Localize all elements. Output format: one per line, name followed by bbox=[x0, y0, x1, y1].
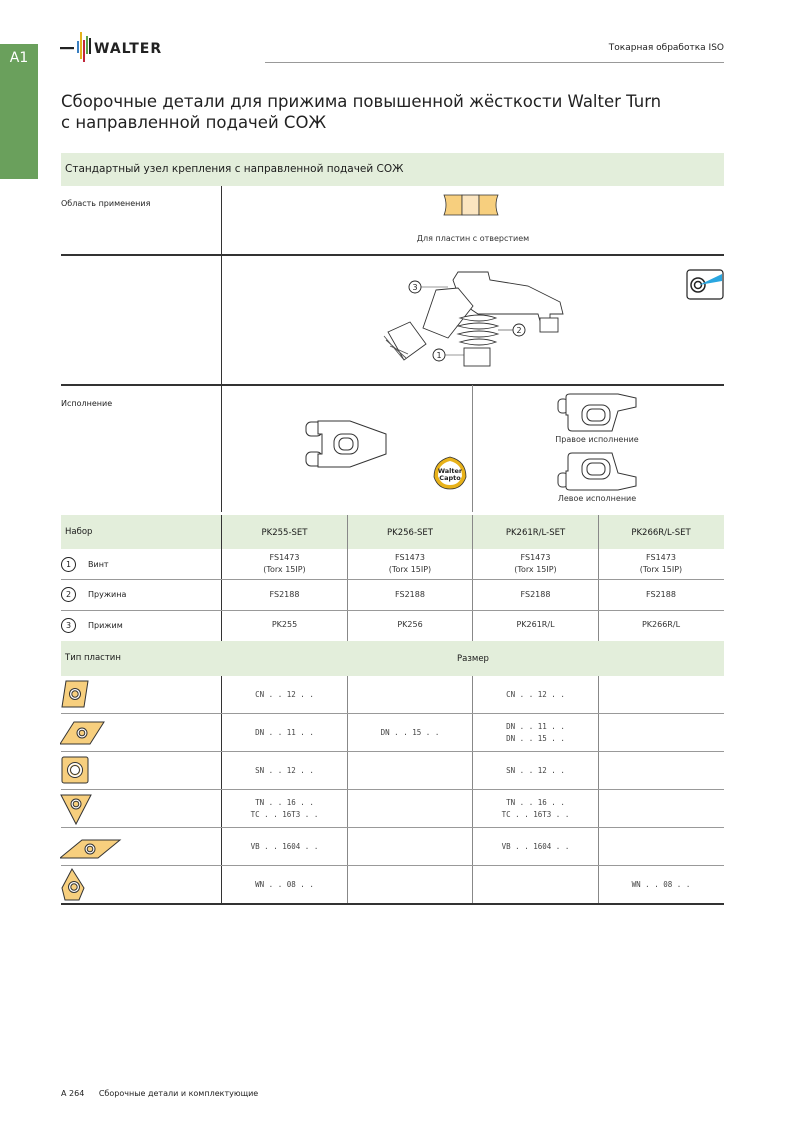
insert-shape-d-icon bbox=[60, 716, 124, 750]
left-version-label: Левое исполнение bbox=[557, 494, 637, 503]
insert-shape-s-icon bbox=[60, 754, 124, 788]
insert-size-cell: SN . . 12 . . bbox=[255, 766, 314, 775]
design-label: Исполнение bbox=[61, 399, 113, 408]
title-line-1: Сборочные детали для прижима повышенной жёсткости Walter Turn bbox=[61, 92, 662, 111]
column-divider bbox=[347, 676, 348, 904]
row-divider bbox=[61, 789, 724, 790]
table-cell: PK261R/L bbox=[516, 620, 555, 629]
application-label: Область применения bbox=[61, 199, 151, 208]
section-band: Стандартный узел крепления с направленной подачей СОЖ bbox=[61, 153, 724, 186]
sets-header-label: Набор bbox=[65, 527, 93, 537]
insert-shape-t-icon bbox=[60, 792, 124, 826]
set-column-header: PK255-SET bbox=[261, 528, 308, 538]
row-divider bbox=[61, 384, 724, 386]
part-tool: (Torx 15IP) bbox=[388, 565, 432, 574]
coolant-nozzle-icon bbox=[686, 269, 724, 300]
table-cell: PK256 bbox=[397, 620, 423, 629]
footer-section: Сборочные детали и комплектующие bbox=[98, 1089, 259, 1098]
set-column-header: PK256-SET bbox=[387, 528, 433, 538]
right-version-label: Правое исполнение bbox=[555, 435, 639, 444]
insert-size-cell: DN . . 15 . . bbox=[380, 728, 440, 737]
row-divider bbox=[61, 827, 724, 828]
table-cell bbox=[347, 552, 473, 576]
svg-text:2: 2 bbox=[516, 326, 522, 335]
table-cell: FS2188 bbox=[520, 590, 551, 599]
insert-size-cell: WN . . 08 . . bbox=[631, 880, 691, 889]
insert-size-cell: CN . . 12 . . bbox=[255, 690, 314, 699]
part-code: FS1473 bbox=[520, 553, 551, 562]
application-value: Для пластин с отверстием bbox=[416, 234, 530, 243]
column-divider bbox=[472, 385, 473, 512]
insert-size-cell: DN . . 11 . . bbox=[255, 728, 314, 737]
section-tab bbox=[0, 44, 38, 179]
insert-size-cell: VB . . 1604 . . bbox=[250, 842, 319, 851]
title-line-2: с направленной подачей СОЖ bbox=[61, 113, 327, 132]
table-cell: FS2188 bbox=[395, 590, 425, 599]
insert-shape-c-icon bbox=[60, 678, 124, 712]
insert-shape-w-icon bbox=[60, 868, 124, 902]
table-cell bbox=[222, 552, 347, 576]
insert-size-cell: TN . . 16 . . TC . . 16T3 . . bbox=[501, 798, 570, 819]
part-tool: (Torx 15IP) bbox=[514, 565, 557, 574]
table-cell: FS2188 bbox=[646, 590, 676, 599]
part-code: FS1473 bbox=[269, 553, 300, 562]
section-tab-label: A1 bbox=[9, 50, 29, 66]
part-code: FS1473 bbox=[646, 553, 676, 562]
insert-size-cell: DN . . 11 . . DN . . 15 . . bbox=[506, 722, 565, 743]
clamp-left-drawing bbox=[556, 451, 638, 491]
row-divider bbox=[61, 903, 724, 905]
table-cell bbox=[473, 552, 598, 576]
callout-circle: 2 bbox=[61, 587, 76, 602]
page-number: A 264 bbox=[61, 1089, 85, 1098]
table-cell: FS2188 bbox=[269, 590, 300, 599]
page-title bbox=[61, 91, 721, 133]
header-divider bbox=[265, 62, 724, 63]
insert-type-label: Тип пластин bbox=[65, 653, 121, 663]
row-divider bbox=[61, 751, 724, 752]
table-cell: PK255 bbox=[271, 620, 298, 629]
svg-text:Walter: Walter bbox=[437, 467, 463, 475]
part-code: FS1473 bbox=[395, 553, 425, 562]
part-name: Пружина bbox=[88, 590, 127, 599]
insert-size-cell: SN . . 12 . . bbox=[506, 766, 565, 775]
insert-size-cell: VB . . 1604 . . bbox=[501, 842, 570, 851]
part-name: Прижим bbox=[88, 621, 123, 630]
part-tool: (Torx 15IP) bbox=[263, 565, 306, 574]
table-cell bbox=[598, 552, 724, 576]
svg-text:WALTER: WALTER bbox=[94, 41, 163, 57]
svg-text:3: 3 bbox=[412, 283, 418, 292]
walter-logo bbox=[60, 30, 200, 64]
insert-size-cell: CN . . 12 . . bbox=[506, 690, 565, 699]
column-divider bbox=[472, 676, 473, 904]
insert-with-hole-icon bbox=[443, 193, 499, 217]
row-divider bbox=[61, 254, 724, 256]
row-divider bbox=[61, 610, 724, 611]
clamp-right-drawing bbox=[556, 393, 638, 433]
insert-shape-v-icon bbox=[60, 830, 124, 864]
row-divider bbox=[61, 865, 724, 866]
set-column-header: PK261R/L-SET bbox=[505, 528, 566, 538]
clamp-pk255-drawing bbox=[304, 418, 390, 470]
insert-size-cell: TN . . 16 . . TC . . 16T3 . . bbox=[250, 798, 319, 819]
svg-text:1: 1 bbox=[436, 351, 442, 360]
part-tool: (Torx 15IP) bbox=[639, 565, 683, 574]
table-cell: PK266R/L bbox=[641, 620, 681, 629]
page-footer bbox=[61, 1089, 258, 1098]
callout-circle: 1 bbox=[61, 557, 76, 572]
walter-capto-badge bbox=[432, 455, 468, 491]
column-divider bbox=[598, 676, 599, 904]
insert-size-cell: WN . . 08 . . bbox=[255, 880, 314, 889]
part-name: Винт bbox=[88, 560, 109, 569]
callout-circle: 3 bbox=[61, 618, 76, 633]
header-section-title: Токарная обработка ISO bbox=[608, 43, 724, 53]
set-column-header: PK266R/L-SET bbox=[631, 528, 691, 538]
row-divider bbox=[61, 579, 724, 580]
size-label: Размер bbox=[457, 654, 489, 664]
row-divider bbox=[61, 713, 724, 714]
clamp-assembly-drawing bbox=[378, 266, 578, 374]
svg-text:Capto: Capto bbox=[439, 474, 461, 482]
